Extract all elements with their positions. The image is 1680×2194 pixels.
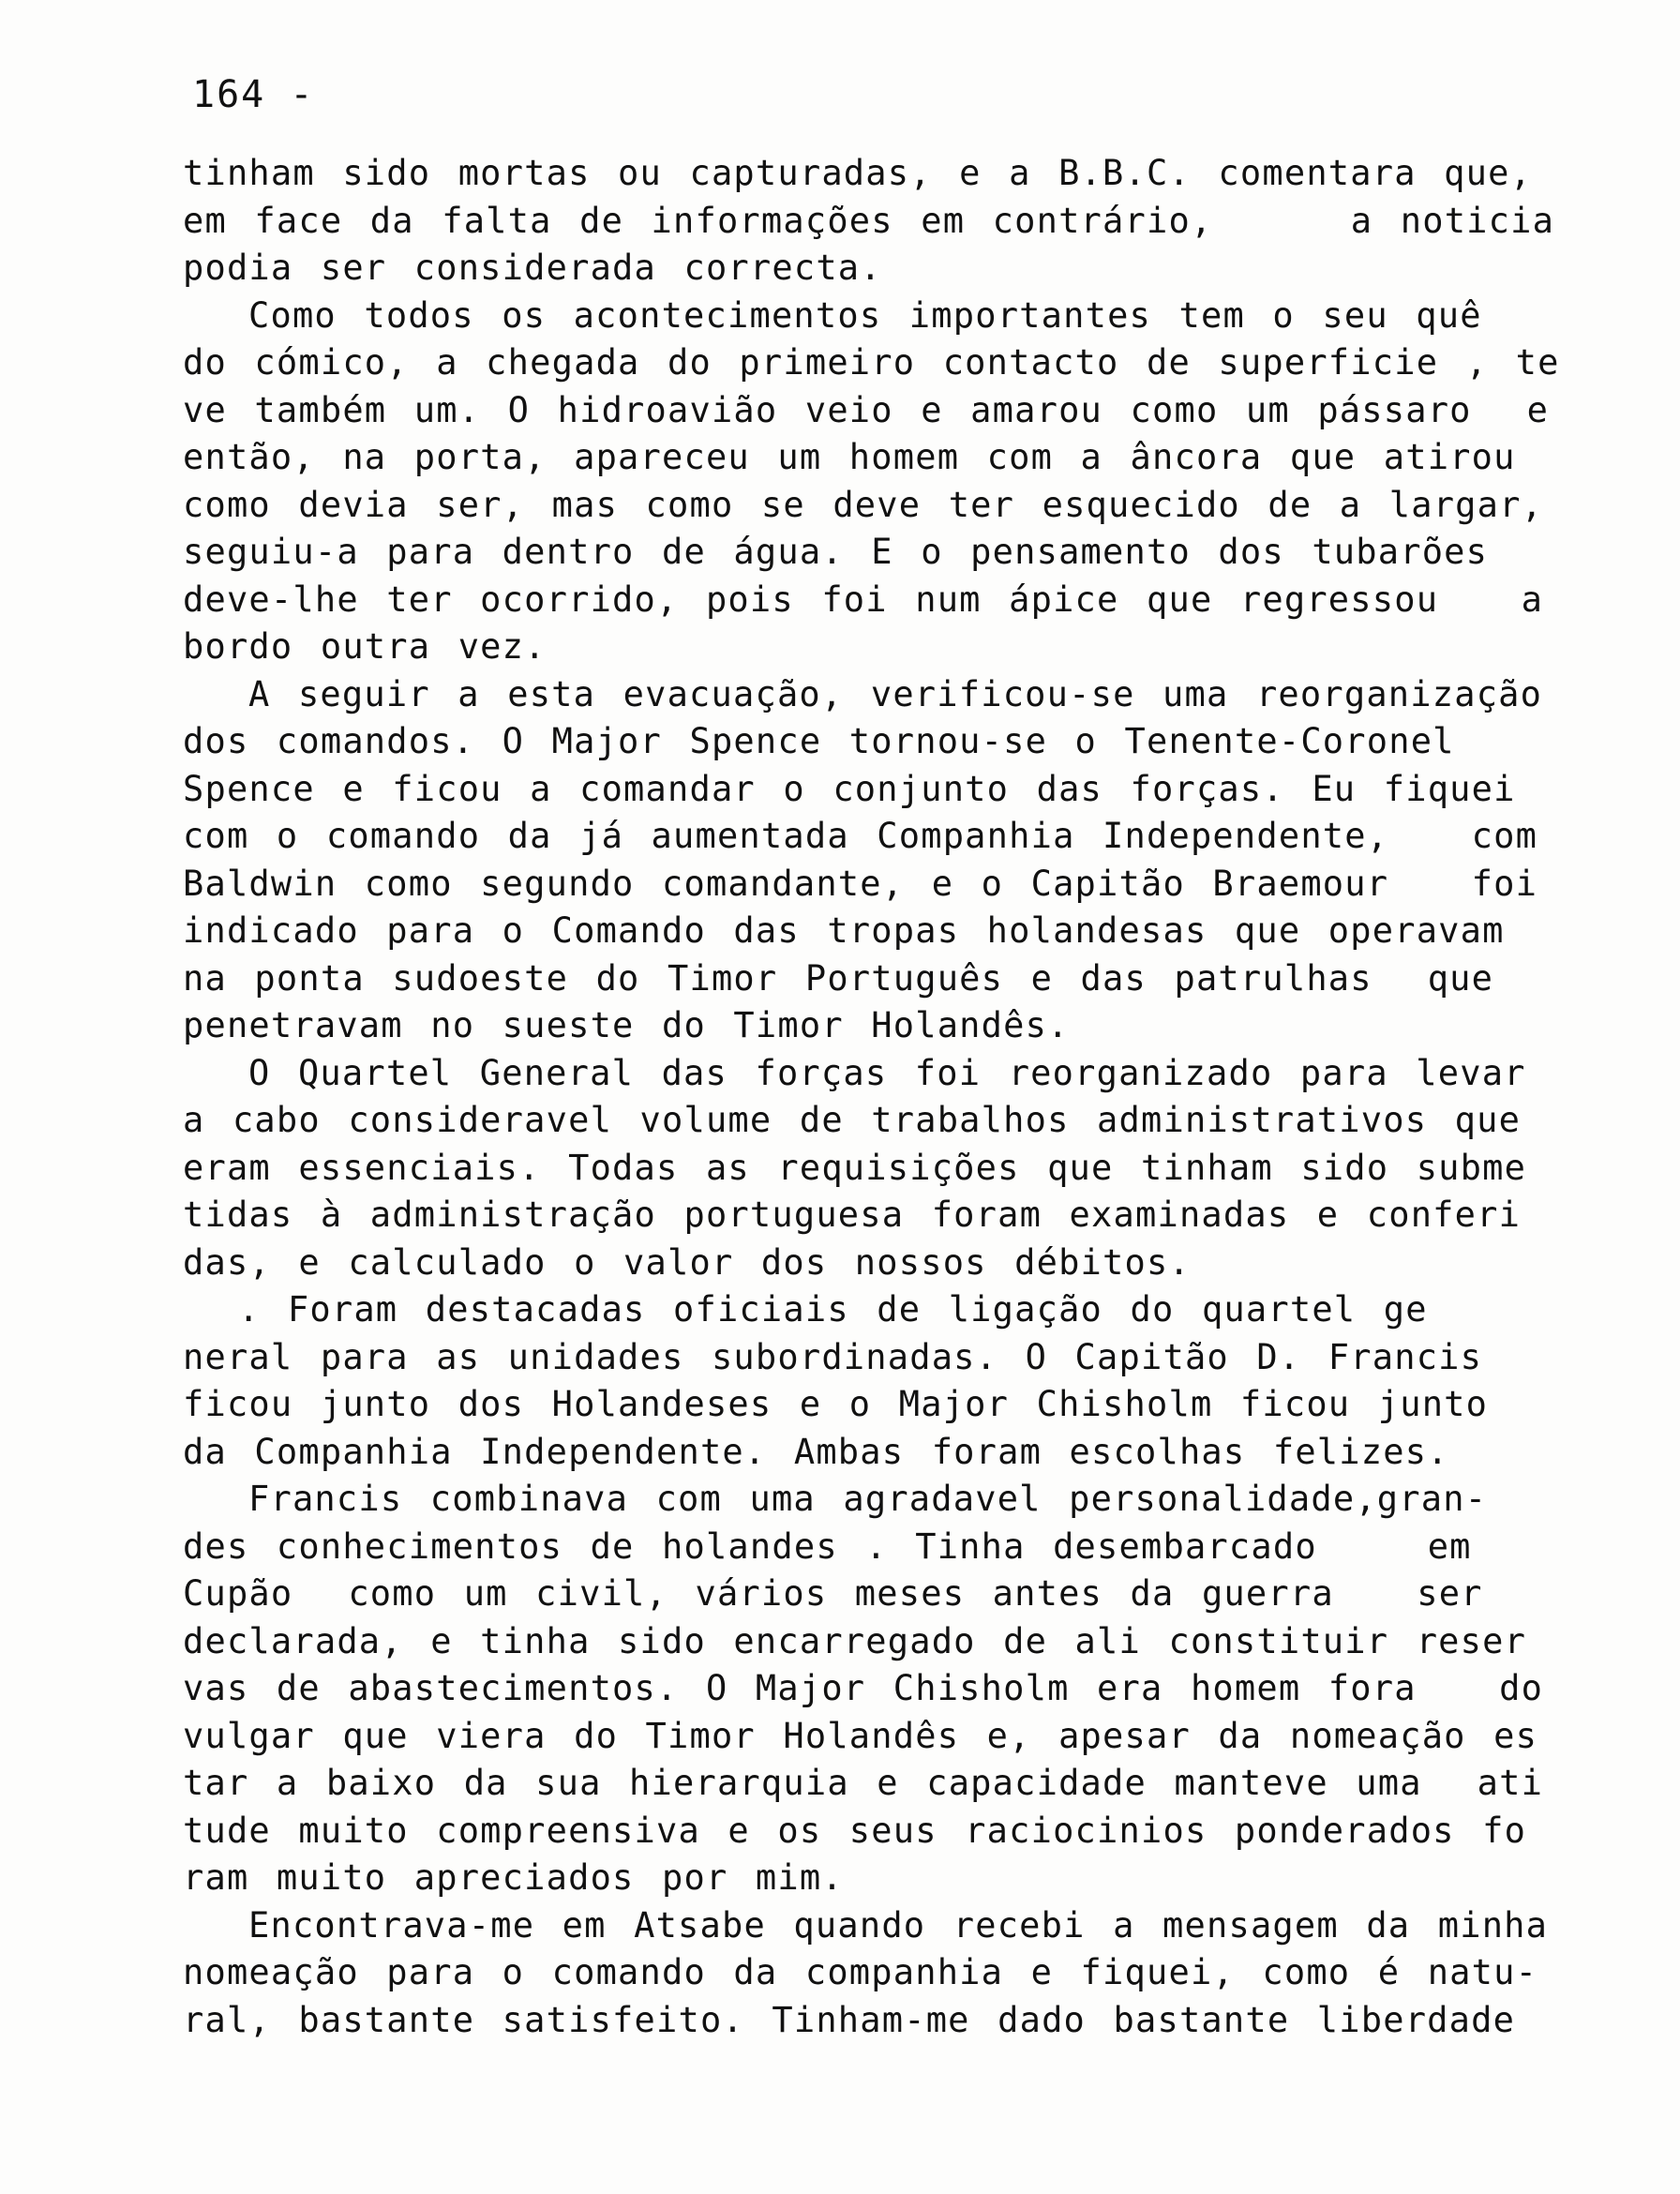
text-line: deve-lhe ter ocorrido, pois foi num ápice que regressou a xyxy=(183,579,1544,620)
text-line: do cómico, a chegada do primeiro contacto de superficie , te xyxy=(183,342,1560,383)
text-line: Spence e ficou a comandar o conjunto das forças. Eu fiquei xyxy=(183,768,1516,809)
text-line: então, na porta, apareceu um homem com a âncora que atirou xyxy=(183,437,1516,477)
paragraph xyxy=(183,671,1589,1050)
text-line: das, e calculado o valor dos nossos débitos. xyxy=(183,1241,1191,1283)
paragraph xyxy=(183,1902,1589,2045)
text-line: da Companhia Independente. Ambas foram escolhas felizes. xyxy=(183,1431,1449,1472)
text-line: O Quartel General das forças foi reorganizado para levar xyxy=(248,1052,1526,1093)
text-line: como devia ser, mas como se deve ter esquecido de a largar, xyxy=(183,484,1544,525)
page-number: 164 - xyxy=(192,73,315,116)
text-line: dos comandos. O Major Spence tornou-se o Tenente-Coronel xyxy=(183,721,1455,761)
paragraph xyxy=(183,1050,1589,1477)
text-line: Cupão como um civil, vários meses antes da guerra ser xyxy=(183,1573,1483,1614)
text-line: ral, bastante satisfeito. Tinham-me dado bastante liberdade xyxy=(183,1999,1516,2040)
text-line: bordo outra vez. xyxy=(183,626,547,667)
text-line: podia ser considerada correcta. xyxy=(183,248,882,288)
text-line: Encontrava-me em Atsabe quando recebi a mensagem da minha xyxy=(248,1904,1549,1946)
text-line: neral para as unidades subordinadas. O Capitão D. Francis xyxy=(183,1336,1483,1377)
text-line: Francis combinava com uma agradavel personalidade,gran- xyxy=(248,1479,1488,1519)
text-line: tar a baixo da sua hierarquia e capacidade manteve uma ati xyxy=(183,1763,1544,1803)
text-line: ve também um. O hidroavião veio e amarou como um pássaro e xyxy=(183,389,1550,430)
text-line: ficou junto dos Holandeses e o Major Chisholm ficou junto xyxy=(183,1384,1489,1424)
text-line: vulgar que viera do Timor Holandês e, apesar da nomeação es xyxy=(183,1715,1538,1756)
text-line: A seguir a esta evacuação, verificou-se uma reorganização xyxy=(248,673,1543,714)
paragraph xyxy=(183,293,1589,671)
text-line: tinham sido mortas ou capturadas, e a B.B.C. comentara que, xyxy=(183,153,1533,193)
text-line: Como todos os acontecimentos importantes tem o seu quê xyxy=(248,294,1482,336)
text-line: seguiu-a para dentro de água. E o pensamento dos tubarões xyxy=(183,532,1489,572)
text-line: tude muito compreensiva e os seus raciocinios ponderados fo xyxy=(183,1810,1527,1851)
text-line: ram muito apreciados por mim. xyxy=(183,1857,844,1898)
paragraph xyxy=(183,1476,1589,1902)
text-line: indicado para o Comando das tropas holandesas que operavam xyxy=(183,910,1505,951)
text-line: nomeação para o comando da companhia e fiquei, como é natu- xyxy=(183,1952,1538,1992)
text-line: tidas à administração portuguesa foram examinadas e conferi xyxy=(183,1195,1522,1235)
text-line: des conhecimentos de holandes . Tinha desembarcado em xyxy=(183,1525,1472,1567)
body-text xyxy=(183,150,1589,2044)
text-line: com o comando da já aumentada Companhia Independente, com xyxy=(183,816,1538,856)
text-line: em face da falta de informações em contrário, a noticia xyxy=(183,200,1555,241)
text-line: . Foram destacadas oficiais de ligação do quartel ge xyxy=(183,1289,1428,1330)
text-line: Baldwin como segundo comandante, e o Capitão Braemour foi xyxy=(183,863,1538,904)
text-line: vas de abastecimentos. O Major Chisholm era homem fora do xyxy=(183,1668,1544,1708)
text-line: declarada, e tinha sido encarregado de ali constituir reser xyxy=(183,1620,1527,1661)
paragraph xyxy=(183,150,1589,293)
text-line: eram essenciais. Todas as requisições que tinham sido subme xyxy=(183,1147,1527,1188)
text-line: a cabo consideravel volume de trabalhos administrativos que xyxy=(183,1100,1522,1140)
text-line: penetravam no sueste do Timor Holandês. xyxy=(183,1005,1070,1045)
text-line: na ponta sudoeste do Timor Português e das patrulhas que xyxy=(183,957,1494,999)
